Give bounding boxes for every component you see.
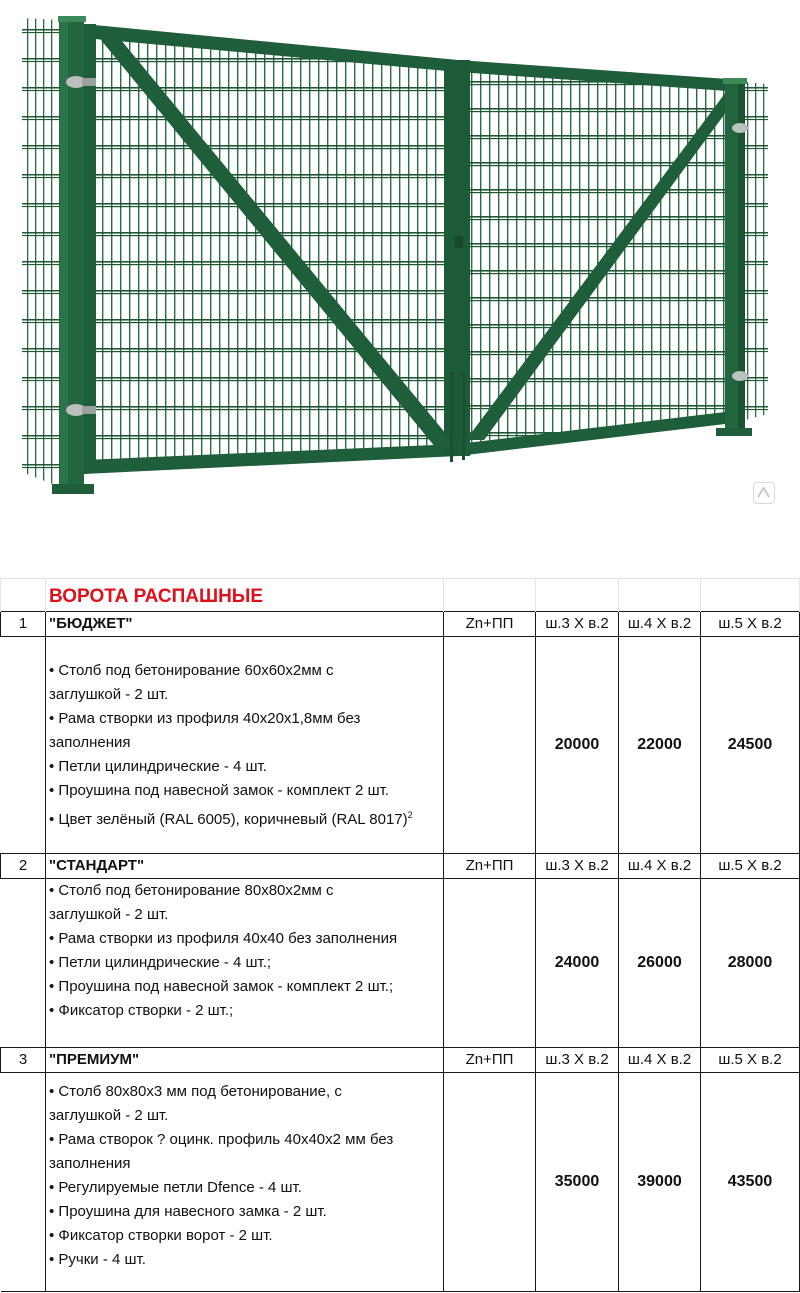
product-number: 3	[1, 1048, 46, 1073]
price-size-2: 39000	[619, 1073, 701, 1292]
product-name: "СТАНДАРТ"	[46, 854, 444, 879]
price-size-1: 24000	[536, 879, 619, 1048]
left-gate-leaf	[84, 24, 458, 474]
feature-line: заполнения	[49, 1155, 131, 1172]
size-2: ш.4 Х в.2	[619, 854, 701, 879]
watermark-logo	[753, 482, 775, 504]
product-features	[46, 1073, 444, 1292]
price-size-3: 24500	[701, 637, 800, 854]
size-3: ш.5 Х в.2	[701, 612, 800, 637]
price-size-1: 20000	[536, 637, 619, 854]
feature-line: • Регулируемые петли Dfence - 4 шт.	[49, 1179, 302, 1196]
coating: Zn+ПП	[444, 1048, 536, 1073]
feature-line: заглушкой - 2 шт.	[49, 1107, 169, 1124]
feature-line: заполнения	[49, 733, 131, 751]
feature-line: заглушкой - 2 шт.	[49, 906, 169, 923]
size-1: ш.3 Х в.2	[536, 612, 619, 637]
size-3: ш.5 Х в.2	[701, 854, 800, 879]
feature-line: • Рама створок ? оцинк. профиль 40х40х2 мм без	[49, 1131, 394, 1148]
size-2: ш.4 Х в.2	[619, 612, 701, 637]
right-fence-panel	[745, 82, 768, 420]
feature-line: • Петли цилиндрические - 4 шт.;	[49, 954, 272, 971]
product-name: "БЮДЖЕТ"	[46, 612, 444, 637]
product-features	[46, 637, 444, 854]
right-gate-leaf	[458, 60, 742, 456]
coating: Zn+ПП	[444, 854, 536, 879]
price-size-3: 43500	[701, 1073, 800, 1292]
feature-line: • Фиксатор створки ворот - 2 шт.	[49, 1227, 273, 1244]
feature-line: • Рама створки из профиля 40х20х1,8мм без	[49, 709, 361, 727]
price-size-2: 22000	[619, 637, 701, 854]
size-3: ш.5 Х в.2	[701, 1048, 800, 1073]
feature-line: • Фиксатор створки - 2 шт.;	[49, 1002, 234, 1019]
size-1: ш.3 Х в.2	[536, 854, 619, 879]
feature-line: • Проушина для навесного замка - 2 шт.	[49, 1203, 327, 1220]
feature-line: • Рама створки из профиля 40х40 без заполнения	[49, 930, 398, 947]
title-row	[1, 579, 800, 612]
product-name: "ПРЕМИУМ"	[46, 1048, 444, 1073]
price-size-2: 26000	[619, 879, 701, 1048]
feature-line: • Столб под бетонирование 60х60х2мм с	[49, 661, 334, 679]
feature-line: • Ручки - 4 шт.	[49, 1251, 146, 1268]
product-detail-row	[1, 1073, 800, 1292]
size-1: ш.3 Х в.2	[536, 1048, 619, 1073]
price-table	[0, 578, 800, 1292]
coating: Zn+ПП	[444, 612, 536, 637]
product-number: 1	[1, 612, 46, 637]
feature-line: • Петли цилиндрические - 4 шт.	[49, 757, 267, 775]
footnote-marker: 2	[407, 809, 413, 820]
feature-line: • Проушина под навесной замок - комплект 2 шт.;	[49, 978, 394, 995]
size-2: ш.4 Х в.2	[619, 1048, 701, 1073]
product-detail-row	[1, 637, 800, 854]
left-fence-panel	[22, 18, 62, 488]
product-detail-row	[1, 879, 800, 1048]
product-header-row	[1, 854, 800, 879]
price-size-1: 35000	[536, 1073, 619, 1292]
product-header-row	[1, 612, 800, 637]
gate-photo	[0, 0, 800, 560]
feature-line: • Столб 80х80х3 мм под бетонирование, с	[49, 1083, 342, 1100]
feature-line: • Столб под бетонирование 80х80х2мм с	[49, 882, 334, 899]
product-number: 2	[1, 854, 46, 879]
price-size-3: 28000	[701, 879, 800, 1048]
product-header-row	[1, 1048, 800, 1073]
feature-line: заглушкой - 2 шт.	[49, 685, 169, 703]
feature-line: • Цвет зелёный (RAL 6005), коричневый (RAL 8017)$^2$	[49, 809, 413, 828]
product-features	[46, 879, 444, 1048]
table-title: ВОРОТА РАСПАШНЫЕ	[46, 579, 444, 612]
feature-line: • Проушина под навесной замок - комплект 2 шт.	[49, 781, 389, 799]
